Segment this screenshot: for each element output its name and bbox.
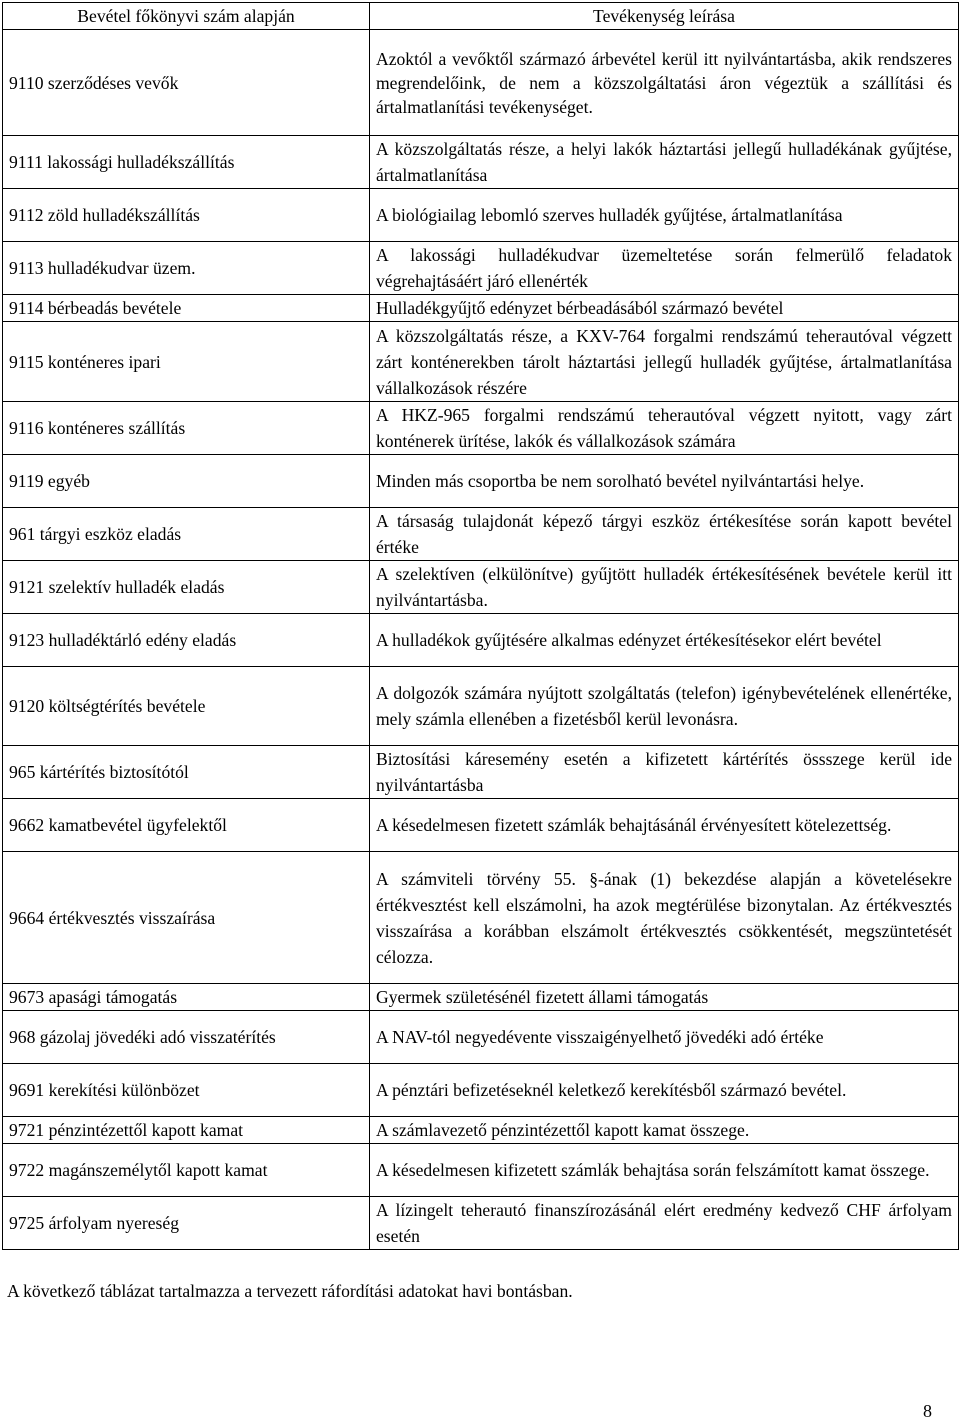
table-row: [3, 30, 959, 136]
page-number: 8: [923, 1401, 932, 1421]
table-row: [3, 402, 959, 455]
table-row: [3, 295, 959, 322]
account-description: A biológiailag lebomló szerves hulladék gyűjtése, ártalmatlanítása: [370, 189, 959, 242]
account-code: 9123 hulladéktárló edény eladás: [3, 614, 370, 667]
table-row: [3, 667, 959, 746]
account-code: 9116 konténeres szállítás: [3, 402, 370, 455]
table-row: [3, 189, 959, 242]
account-description: Azoktól a vevőktől származó árbevétel kerül itt nyilvántartásba, akik rendszeres megrendelőink, de nem a közszolgáltatási áron végeztük a szállítási és ártalmatlanítási tevékenységet.: [370, 30, 959, 136]
account-description: A szelektíven (elkülönítve) gyűjtött hulladék értékesítésének bevétele kerül itt nyilvántartásba.: [370, 561, 959, 614]
table-row: [3, 1144, 959, 1197]
account-code: 9722 magánszemélytől kapott kamat: [3, 1144, 370, 1197]
account-description: Minden más csoportba be nem sorolható bevétel nyilvántartási helye.: [370, 455, 959, 508]
revenue-accounts-table: [2, 2, 959, 1250]
account-code: 961 tárgyi eszköz eladás: [3, 508, 370, 561]
account-code: 9662 kamatbevétel ügyfelektől: [3, 799, 370, 852]
account-description: A késedelmesen fizetett számlák behajtásánál érvényesített kötelezettség.: [370, 799, 959, 852]
following-table-note: A következő táblázat tartalmazza a tervezett ráfordítási adatokat havi bontásban.: [7, 1281, 573, 1301]
account-code: 9120 költségtérítés bevétele: [3, 667, 370, 746]
table-row: [3, 322, 959, 402]
table-row: [3, 455, 959, 508]
account-code: 9664 értékvesztés visszaírása: [3, 852, 370, 984]
account-code: 9111 lakossági hulladékszállítás: [3, 136, 370, 189]
account-description: A lakossági hulladékudvar üzemeltetése során felmerülő feladatok végrehajtásáért járó ellenérték: [370, 242, 959, 295]
table-row: [3, 799, 959, 852]
account-description: A dolgozók számára nyújtott szolgáltatás (telefon) igénybevételének ellenértéke, mely számla ellenében a fizetésből kerül levonásra.: [370, 667, 959, 746]
account-description: A számlavezető pénzintézettől kapott kamat összege.: [370, 1117, 959, 1144]
account-description: A pénztári befizetéseknél keletkező kerekítésből származó bevétel.: [370, 1064, 959, 1117]
header-account: Bevétel főkönyvi szám alapján: [3, 3, 370, 30]
table-row: [3, 1197, 959, 1250]
table-row: [3, 1064, 959, 1117]
account-code: 965 kártérítés biztosítótól: [3, 746, 370, 799]
account-description: A közszolgáltatás része, a KXV-764 forgalmi rendszámú teherautóval végzett zárt konténerekben tárolt háztartási jellegű hulladék gyűjtése, ártalmatlanítása vállalkozások részére: [370, 322, 959, 402]
account-code: 9119 egyéb: [3, 455, 370, 508]
account-code: 9673 apasági támogatás: [3, 984, 370, 1011]
table-row: [3, 614, 959, 667]
account-description: A HKZ-965 forgalmi rendszámú teherautóval végzett nyitott, vagy zárt konténerek ürítése, lakók és vállalkozások számára: [370, 402, 959, 455]
account-code: 9121 szelektív hulladék eladás: [3, 561, 370, 614]
table-row: [3, 1011, 959, 1064]
account-code: 9110 szerződéses vevők: [3, 30, 370, 136]
account-description: A hulladékok gyűjtésére alkalmas edényzet értékesítésekor elért bevétel: [370, 614, 959, 667]
account-code: 9691 kerekítési különbözet: [3, 1064, 370, 1117]
account-description: A közszolgáltatás része, a helyi lakók háztartási jellegű hulladékának gyűjtése, ártalmatlanítása: [370, 136, 959, 189]
account-code: 9114 bérbeadás bevétele: [3, 295, 370, 322]
table-header-row: [3, 3, 959, 30]
account-code: 9115 konténeres ipari: [3, 322, 370, 402]
account-description: Biztosítási káresemény esetén a kifizetett kártérítés össszege kerül ide nyilvántartásba: [370, 746, 959, 799]
table-row: [3, 746, 959, 799]
account-description: A NAV-tól negyedévente visszaigényelhető jövedéki adó értéke: [370, 1011, 959, 1064]
account-code: 9721 pénzintézettől kapott kamat: [3, 1117, 370, 1144]
account-code: 968 gázolaj jövedéki adó visszatérítés: [3, 1011, 370, 1064]
account-description: A számviteli törvény 55. §-ának (1) bekezdése alapján a követelésekre értékvesztést kell elszámolni, ha azok megtérülése bizonytalan. Az értékvesztés visszaírása a korábban elszámolt értékvesztés csökkentését, megszüntetését célozza.: [370, 852, 959, 984]
account-code: 9725 árfolyam nyereség: [3, 1197, 370, 1250]
account-description: Gyermek születésénél fizetett állami támogatás: [370, 984, 959, 1011]
table-row: [3, 852, 959, 984]
account-description: Hulladékgyűjtő edényzet bérbeadásából származó bevétel: [370, 295, 959, 322]
account-description: A társaság tulajdonát képező tárgyi eszköz értékesítése során kapott bevétel értéke: [370, 508, 959, 561]
table-row: [3, 508, 959, 561]
table-row: [3, 136, 959, 189]
table-row: [3, 984, 959, 1011]
account-description: A késedelmesen kifizetett számlák behajtása során felszámított kamat összege.: [370, 1144, 959, 1197]
account-code: 9113 hulladékudvar üzem.: [3, 242, 370, 295]
header-description: Tevékenység leírása: [370, 3, 959, 30]
table-row: [3, 242, 959, 295]
account-description: A lízingelt teherautó finanszírozásánál elért eredmény kedvező CHF árfolyam esetén: [370, 1197, 959, 1250]
table-row: [3, 1117, 959, 1144]
account-code: 9112 zöld hulladékszállítás: [3, 189, 370, 242]
table-row: [3, 561, 959, 614]
